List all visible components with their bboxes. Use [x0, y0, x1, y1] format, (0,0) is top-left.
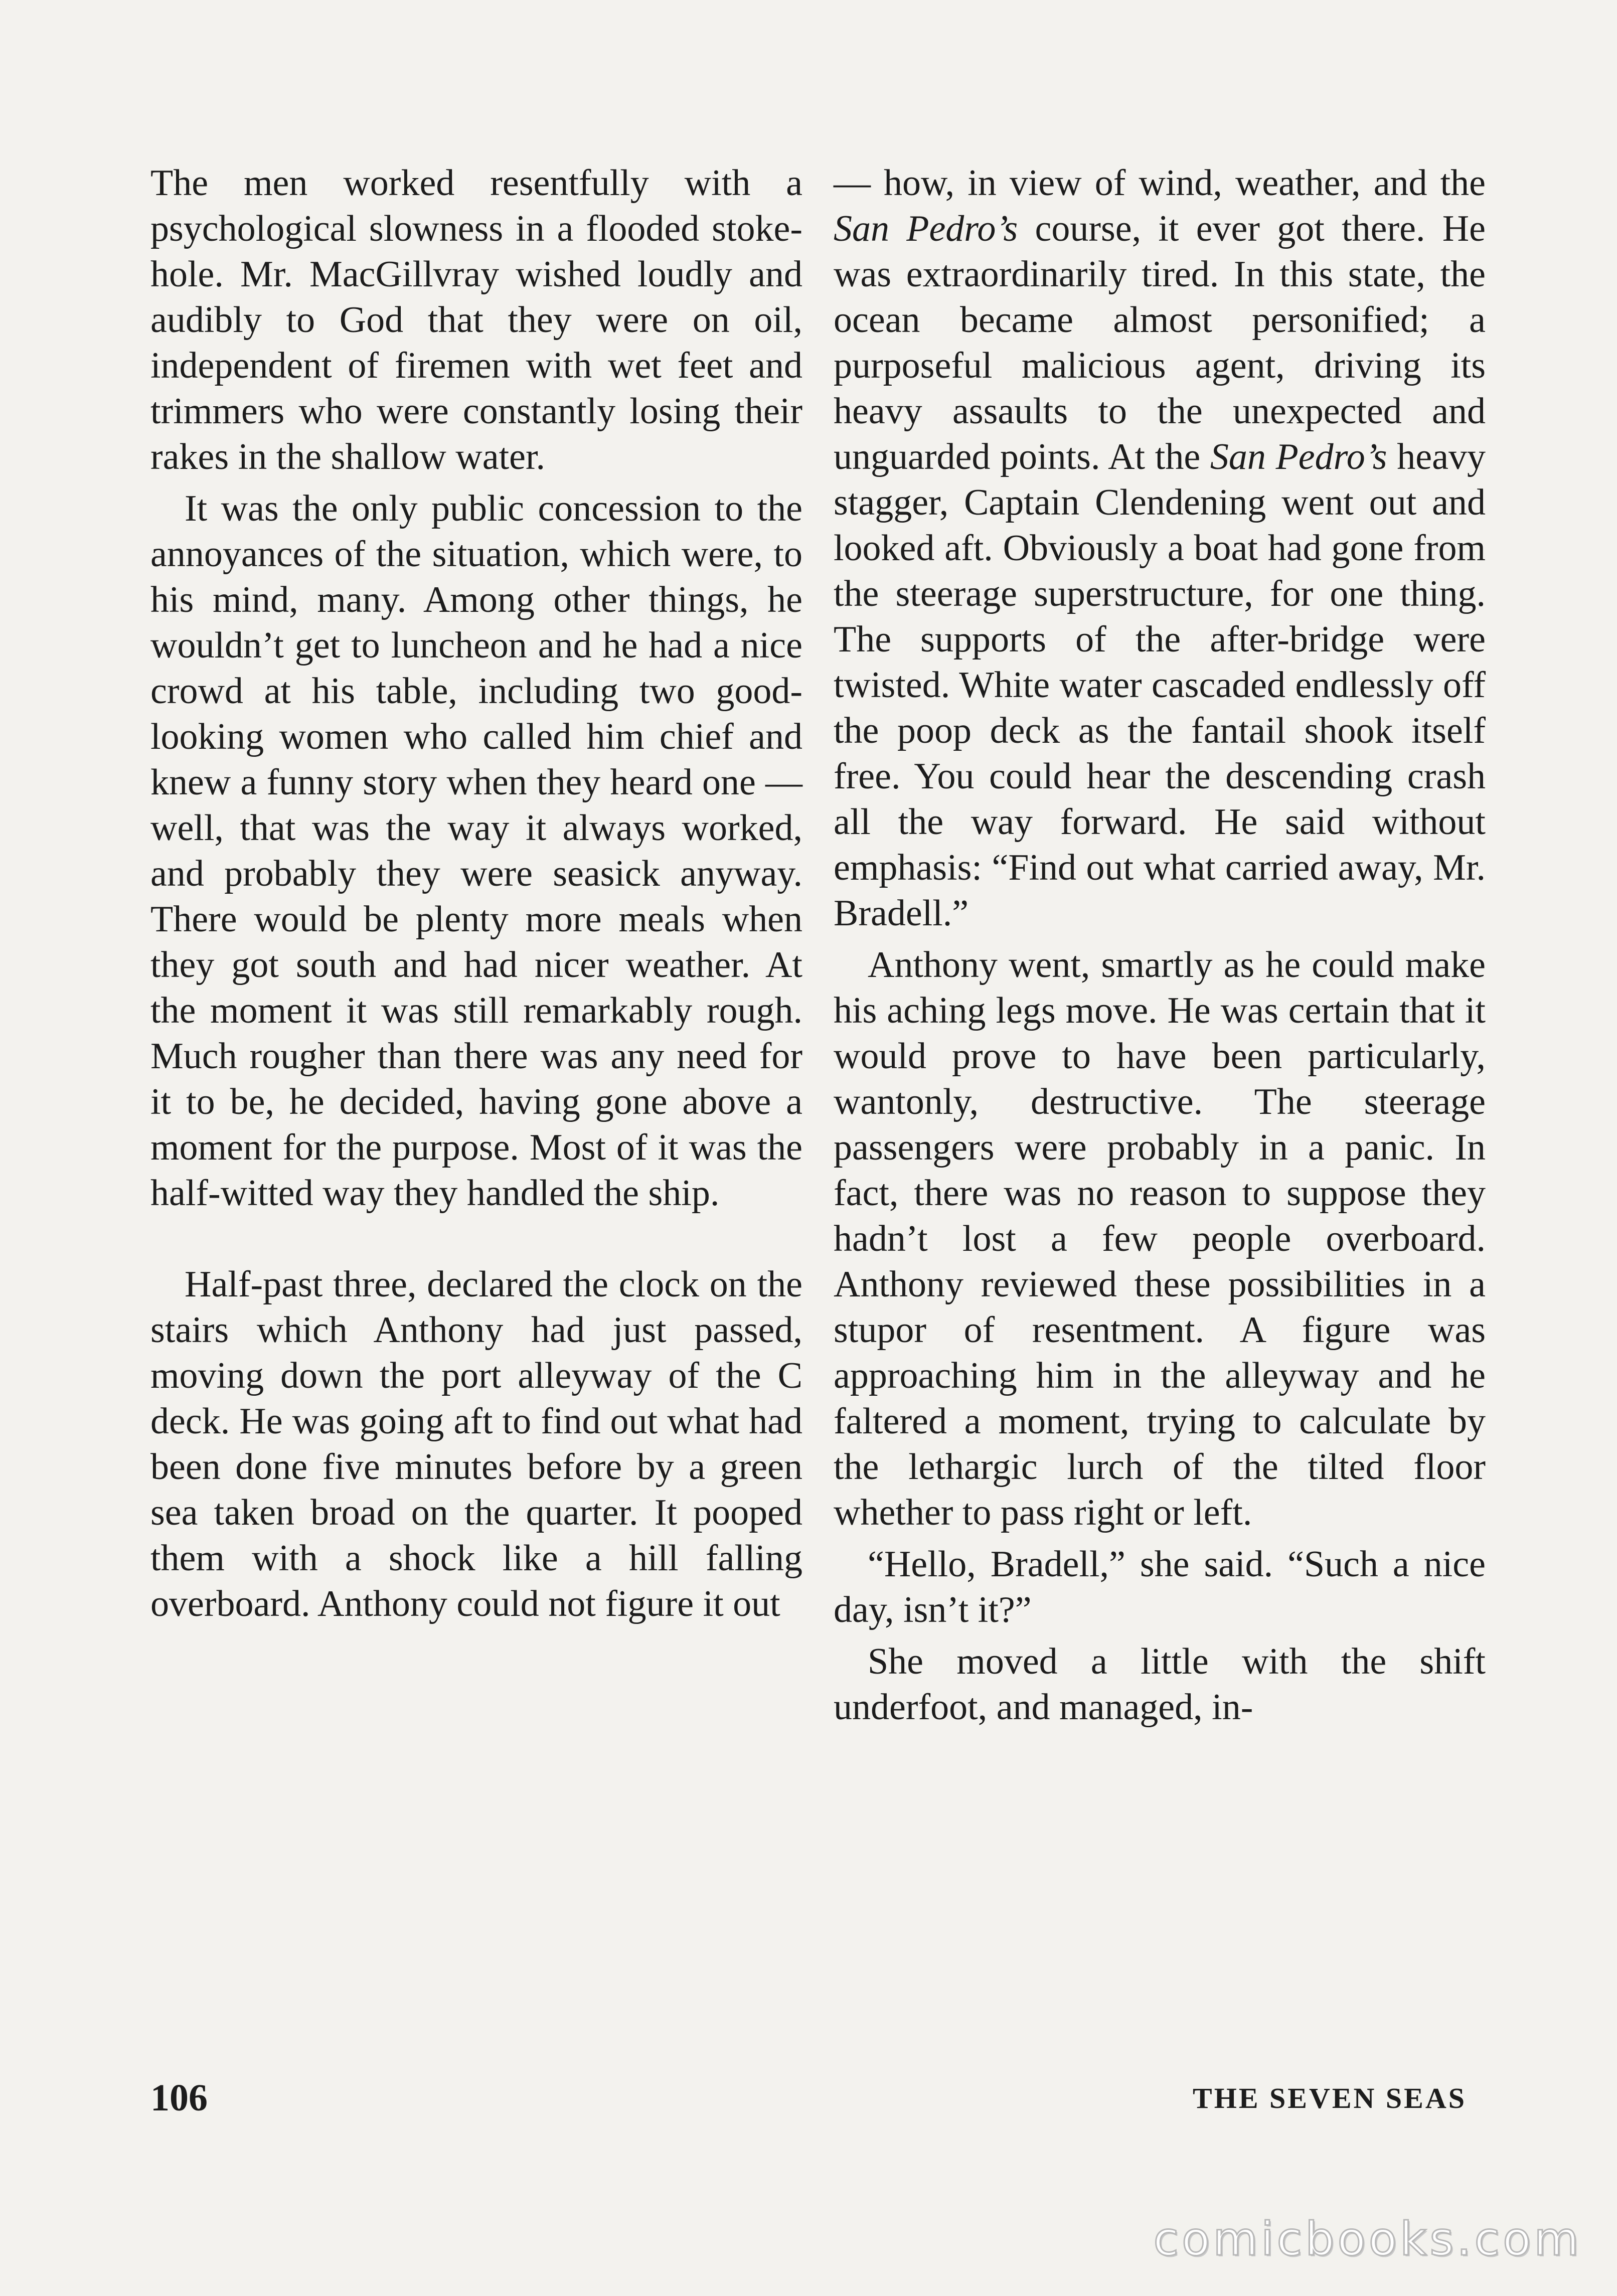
paragraph: “Hello, Bradell,” she said. “Such a nice day, isn’t it?”	[834, 1544, 1486, 1630]
paragraph: She moved a little with the shift underfoot, and managed, in-	[834, 1641, 1486, 1728]
paragraph: The men worked resentfully with a psychological slowness in a flooded stoke-hole. Mr. MacGillvray wished loudly and audibly to God that they were on oil, independent of firemen with wet feet and trimmers who were constantly losing their rakes in the shallow water.	[150, 162, 802, 477]
text-run: course, it ever got there. He was extraordinarily tired. In this state, the ocean became almost personified; a purposeful malicious agent, driving its heavy assaults to the unexpected and unguarded points. At the	[834, 208, 1486, 477]
running-title: THE SEVEN SEAS	[1193, 2082, 1467, 2114]
text-run: heavy stagger, Captain Clendening went out and looked aft. Obviously a boat had gone from the steerage superstructure, for one thing. The supports of the after-bridge were twisted. White water cascaded endlessly off the poop deck as the fantail shook itself free. You could hear the descending crash all the way forward. He said without emphasis: “Find out what carried away, Mr. Bradell.”	[834, 436, 1486, 934]
paragraph: Anthony went, smartly as he could make his aching legs move. He was certain that it would prove to have been particularly, wantonly, destructive. The steerage passengers were probably in a panic. In fact, there was no reason to suppose they hadn’t lost a few people overboard. Anthony reviewed these possibilities in a stupor of resentment. A figure was approaching him in the alleyway and he faltered a moment, trying to calculate by the lethargic lurch of the tilted floor whether to pass right or left.	[834, 944, 1486, 1533]
page-number: 106	[150, 2077, 208, 2119]
ship-name: San Pedro’s	[834, 208, 1018, 249]
right-text-column	[834, 160, 1486, 1730]
watermark: comicbooks.com	[1153, 2212, 1582, 2266]
left-text-column	[150, 160, 802, 1627]
text-run: — how, in view of wind, weather, and the	[834, 162, 1486, 204]
paragraph: Half-past three, declared the clock on the stairs which Anthony had just passed, moving down the port alleyway of the C deck. He was going aft to find out what had been done five minutes before by a green sea taken broad on the quarter. It pooped them with a shock like a hill falling overboard. Anthony could not figure it out	[150, 1264, 802, 1624]
page-footer	[150, 2076, 1467, 2126]
paragraph	[834, 160, 1486, 936]
paragraph: It was the only public concession to the annoyances of the situation, which were, to his mind, many. Among other things, he wouldn’t get to luncheon and he had a nice crowd at his table, including two good-looking women who called him chief and knew a funny story when they heard one — well, that was the way it always worked, and probably they were seasick anyway. There would be plenty more meals when they got south and had nicer weather. At the moment it was still remarkably rough. Much rougher than there was any need for it to be, he decided, having gone above a moment for the purpose. Most of it was the half-witted way they handled the ship.	[150, 488, 802, 1214]
ship-name: San Pedro’s	[1210, 436, 1387, 477]
